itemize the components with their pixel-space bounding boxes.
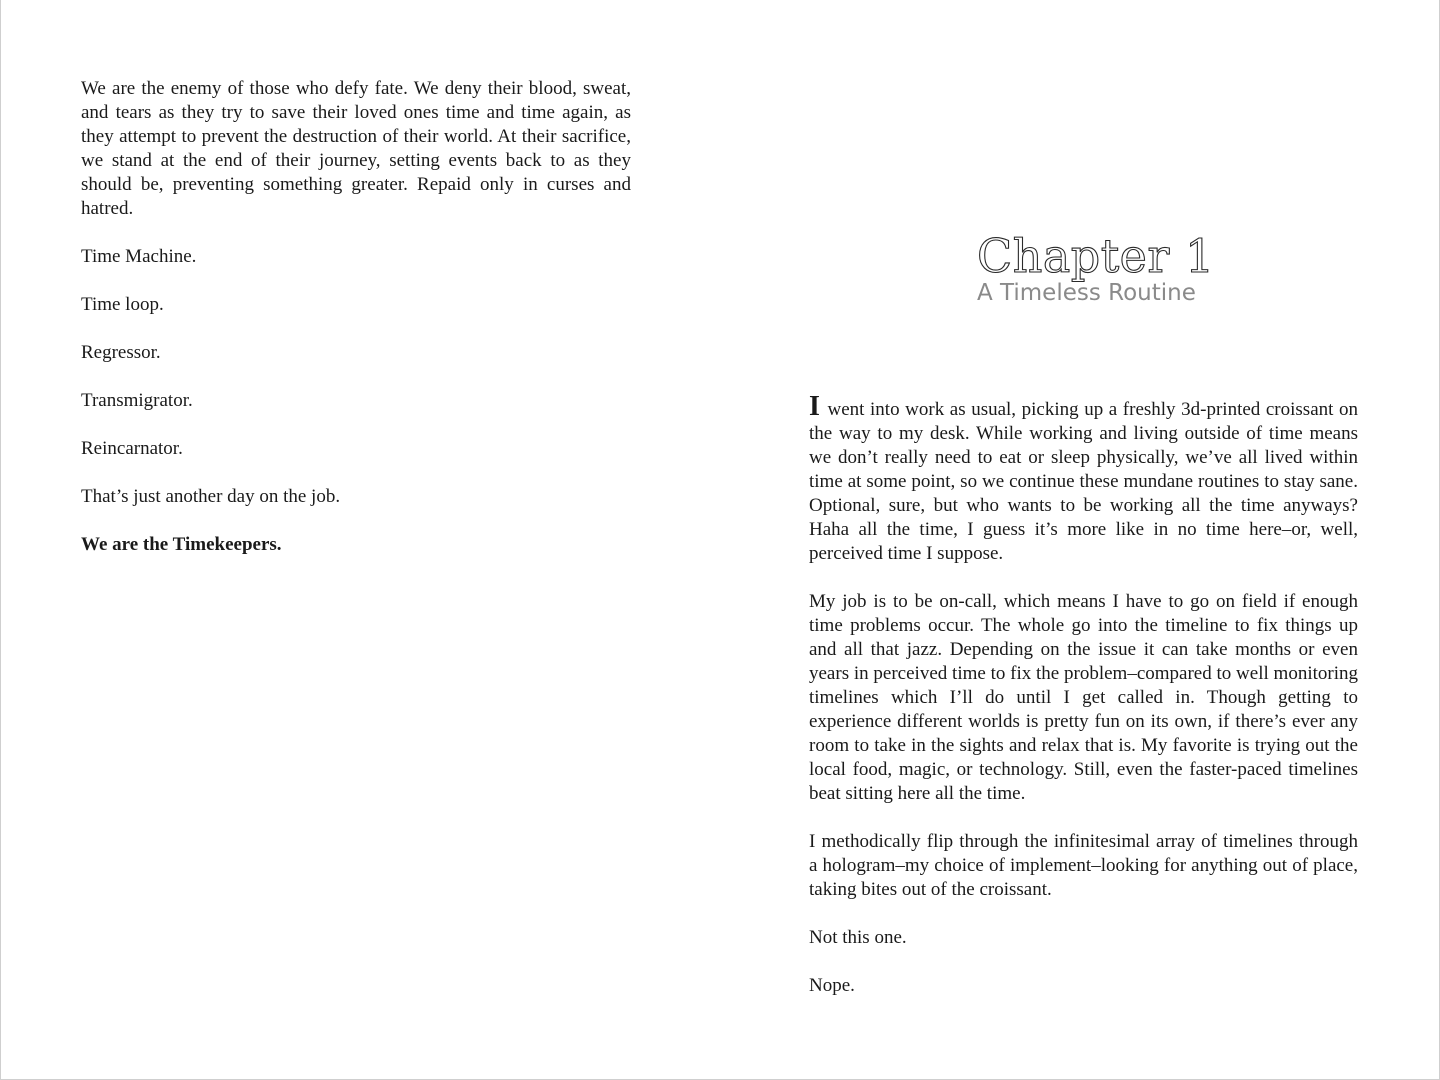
paragraph-time-loop: Time loop. (81, 294, 164, 315)
paragraph-not-this-one: Not this one. (809, 927, 907, 948)
paragraph-hologram: I methodically flip through the infinitesimal array of timelines through a hologram–my choice of implement–looking for anything out of place, taking bites out of the croissant. (809, 831, 1358, 900)
right-page (721, 0, 1440, 1080)
chapter-subtitle: A Timeless Routine (977, 280, 1196, 306)
paragraph-transmigrator: Transmigrator. (81, 390, 193, 411)
paragraph-timekeepers: We are the Timekeepers. (81, 534, 282, 555)
drop-cap: I (809, 391, 820, 422)
paragraph-on-call: My job is to be on-call, which means I have to go on field if enough time problems occur. The whole go into the timeline to fix things up and all that jazz. Depending on the issue it can take months or even years in perceived time to fix the problem–compared to well monitoring timelines which I’ll do until I get called in. Though getting to experience different worlds is pretty fun on its own, if there’s ever any room to take in the sights and relax that is. My favorite is trying out the local food, magic, or technology. Still, even the faster-paced timelines beat sitting here all the time. (809, 591, 1358, 804)
chapter-title: Chapter 1 (977, 229, 1215, 283)
paragraph-another-day: That’s just another day on the job. (81, 486, 341, 507)
paragraph-opening (809, 391, 1358, 566)
paragraph-intro: We are the enemy of those who defy fate. We deny their blood, sweat, and tears as they try to save their loved ones time and time again, as they attempt to prevent the destruction of their world. At their sacrifice, we stand at the end of their journey, setting events back to as they should be, preventing something greater. Repaid only in curses and hatred. (81, 78, 631, 219)
paragraph-time-machine: Time Machine. (81, 246, 197, 267)
left-page-text (81, 77, 631, 581)
paragraph-reincarnator: Reincarnator. (81, 438, 183, 459)
paragraph-nope: Nope. (809, 975, 855, 996)
paragraph-opening-text: went into work as usual, picking up a freshly 3d-printed croissant on the way to my desk. While working and living outside of time means we don’t really need to eat or sleep physically, we’ve all lived within time at some point, so we continue these mundane routines to stay sane. Optional, sure, but who wants to be working all the time anyways? Haha all the time, I guess it’s more like in no time here–or, well, perceived time I suppose. (809, 399, 1358, 564)
chapter-heading (977, 228, 1277, 308)
right-page-text (809, 391, 1358, 1022)
paragraph-regressor: Regressor. (81, 342, 161, 363)
left-page (1, 0, 721, 1080)
